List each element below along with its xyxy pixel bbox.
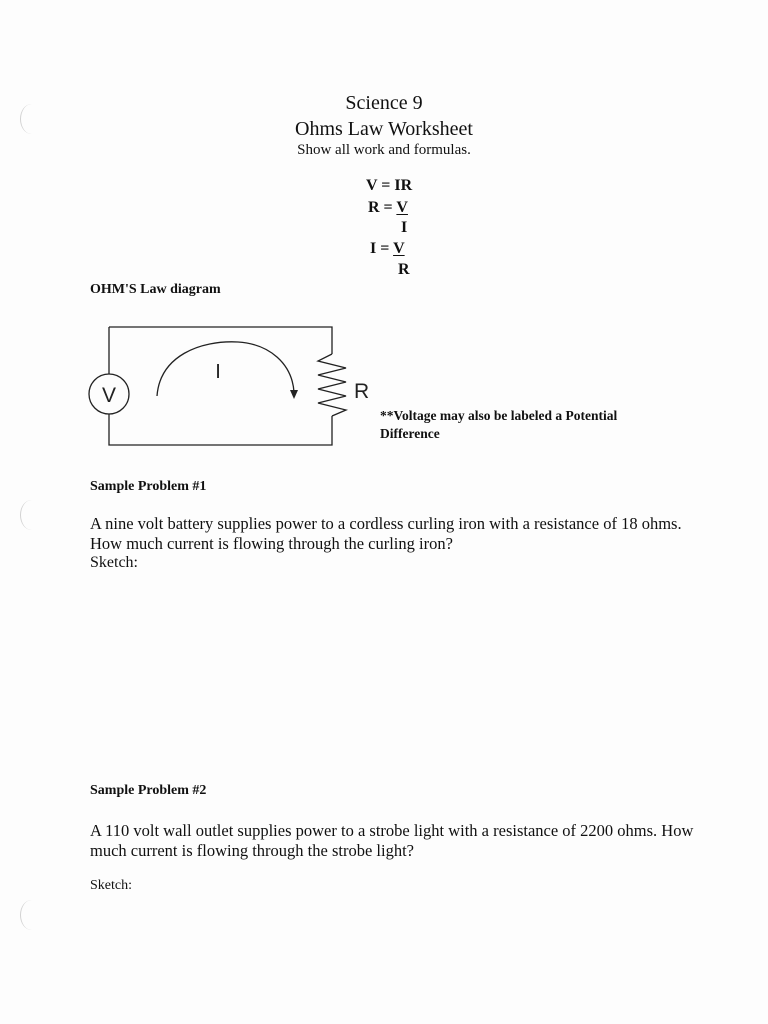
sample-problem-2-sketch-label: Sketch:: [90, 878, 132, 893]
voltage-note: **Voltage may also be labeled a Potential Difference: [380, 408, 618, 441]
formula-numerator: V: [396, 199, 408, 216]
diagram-section-label: OHM'S Law diagram: [90, 282, 221, 297]
circuit-diagram: [80, 318, 370, 452]
formula-numerator: V: [393, 240, 405, 257]
course-title: Science 9: [345, 92, 423, 114]
sample-problem-2-text: A 110 volt wall outlet supplies power to a strobe light with a resistance of 2200 ohms. How much current is flowing through the strobe light?: [90, 821, 694, 860]
top-wire: [109, 327, 332, 354]
resistor-symbol-label: R: [354, 380, 370, 403]
worksheet-title: Ohms Law Worksheet: [295, 118, 473, 140]
formula-denominator: I: [401, 219, 408, 236]
formula-i-equals-v-over-r: I = V: [370, 240, 405, 257]
resistor-symbol: [318, 354, 346, 416]
formula-denominator: R: [398, 261, 410, 278]
left-wire: [109, 327, 332, 445]
current-symbol: I: [215, 361, 221, 383]
formula-r-equals-v-over-i: R = V: [368, 199, 408, 216]
voltmeter-symbol: V: [101, 384, 117, 407]
current-arrow-arc: [157, 342, 294, 396]
sample-problem-1-text: A nine volt battery supplies power to a cordless curling iron with a resistance of 18 ohms. How much current is flowing through the curling iron?: [90, 514, 682, 553]
arrowhead-icon: [290, 390, 298, 399]
punch-hole-shadow: [20, 900, 43, 930]
sample-problem-1-sketch-label: Sketch:: [90, 554, 138, 571]
formula-v-equals-ir: V = IR: [366, 177, 413, 194]
sample-problem-2-label: Sample Problem #2: [90, 783, 207, 798]
sample-problem-1-label: Sample Problem #1: [90, 479, 207, 494]
punch-hole-shadow: [20, 500, 43, 530]
instruction-text: Show all work and formulas.: [297, 142, 471, 158]
